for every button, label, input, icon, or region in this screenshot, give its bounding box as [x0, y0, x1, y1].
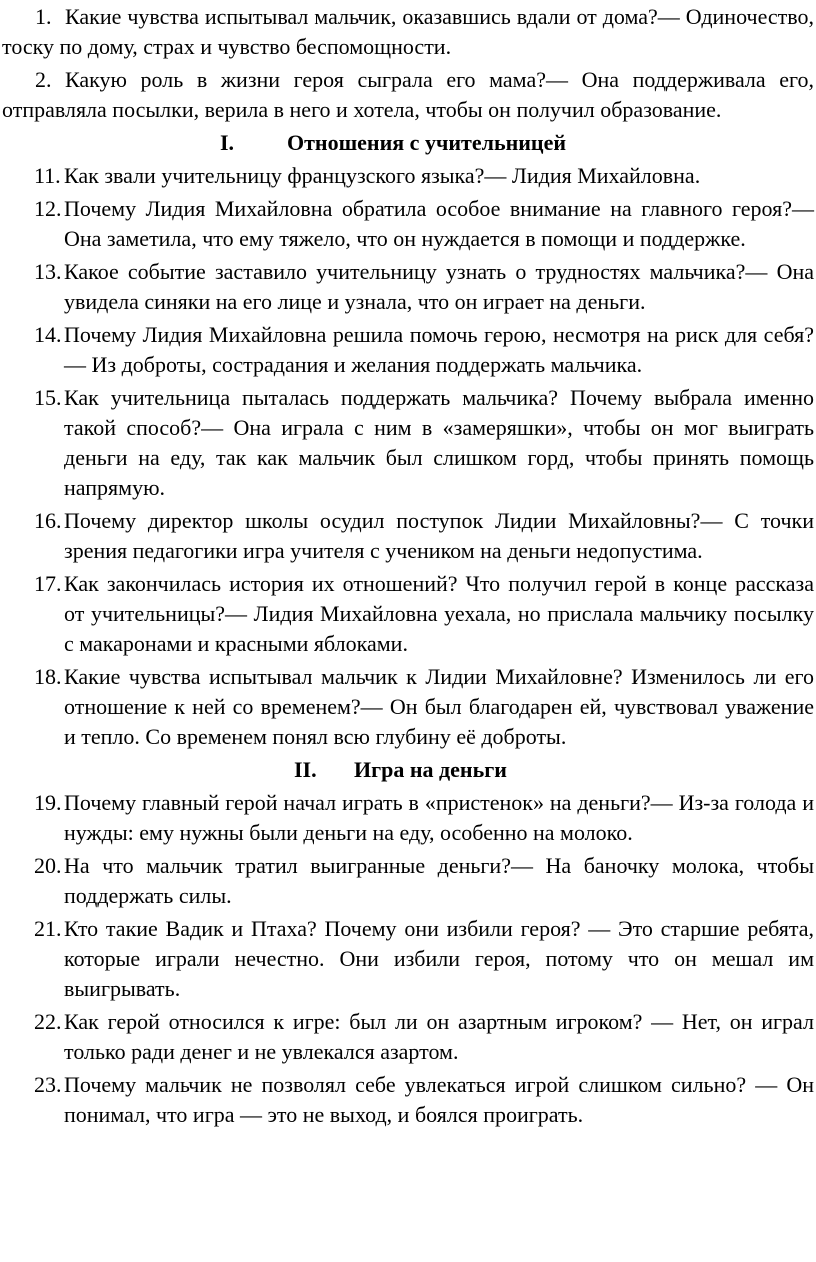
question-number: 22.	[34, 1009, 62, 1034]
question-text: Почему Лидия Михайловна обратила особое внимание на главного героя?— Она заметила, что ему тяжело, что он нуждается в помощи и поддержке.	[64, 196, 814, 251]
question-number: 2.	[35, 67, 52, 92]
question-number: 16.	[34, 508, 62, 533]
section-heading-2	[2, 755, 814, 788]
question-item	[2, 194, 814, 254]
question-text: На что мальчик тратил выигранные деньги?— На баночку молока, чтобы поддержать силы.	[64, 853, 814, 908]
question-text: Почему директор школы осудил поступок Лидии Михайловны?— С точки зрения педагогики игра учителя с учеником на деньги недопустима.	[64, 508, 814, 563]
question-number: 23.	[34, 1072, 62, 1097]
question-item	[2, 1007, 814, 1067]
question-text: Почему Лидия Михайловна решила помочь герою, несмотря на риск для себя?— Из доброты, сострадания и желания поддержать мальчика.	[64, 322, 814, 377]
question-number: 18.	[34, 664, 62, 689]
question-number: 19.	[34, 790, 62, 815]
question-number: 14.	[34, 322, 62, 347]
question-text: Какие чувства испытывал мальчик, оказавшись вдали от дома?— Одиночество, тоску по дому, страх и чувство беспомощности.	[2, 4, 814, 59]
question-number: 20.	[34, 853, 62, 878]
question-item	[2, 161, 814, 191]
question-item	[2, 851, 814, 911]
intro-question-2	[2, 65, 814, 125]
question-number: 1.	[35, 4, 52, 29]
question-text: Как учительница пыталась поддержать мальчика? Почему выбрала именно такой способ?— Она играла с ним в «замеряшки», чтобы он мог выиграть деньги на еду, так как мальчик был слишком горд, чтобы принять помощь напрямую.	[64, 385, 814, 500]
question-text: Какие чувства испытывал мальчик к Лидии Михайловне? Изменилось ли его отношение к ней со временем?— Он был благодарен ей, чувствовал уважение и тепло. Со временем понял всю глубину её доброты.	[64, 664, 814, 749]
question-text: Какое событие заставило учительницу узнать о трудностях мальчика?— Она увидела синяки на его лице и узнала, что он играет на деньги.	[64, 259, 814, 314]
question-number: 17.	[34, 571, 62, 596]
question-text: Какую роль в жизни героя сыграла его мама?— Она поддерживала его, отправляла посылки, верила в него и хотела, чтобы он получил образование.	[2, 67, 814, 122]
question-item	[2, 383, 814, 503]
question-number: 11.	[34, 163, 61, 188]
question-item	[2, 257, 814, 317]
intro-question-1	[2, 2, 814, 62]
question-number: 15.	[34, 385, 62, 410]
question-item	[2, 506, 814, 566]
question-number: 13.	[34, 259, 62, 284]
question-item	[2, 320, 814, 380]
question-item	[2, 788, 814, 848]
section-title: Отношения с учительницей	[287, 130, 567, 155]
question-text: Как герой относился к игре: был ли он азартным игроком? — Нет, он играл только ради денег и не увлекался азартом.	[64, 1009, 814, 1064]
question-text: Как закончилась история их отношений? Что получил герой в конце рассказа от учительницы?— Лидия Михайловна уехала, но прислала мальчику посылку с макаронами и красными яблоками.	[64, 571, 814, 656]
question-number: 12.	[34, 196, 62, 221]
question-text: Почему главный герой начал играть в «пристенок» на деньги?— Из-за голода и нужды: ему нужны были деньги на еду, особенно на молоко.	[64, 790, 814, 845]
question-text: Как звали учительницу французского языка?— Лидия Михайловна.	[64, 163, 701, 188]
question-text: Почему мальчик не позволял себе увлекаться игрой слишком сильно? — Он понимал, что игра — это не выход, и боялся проиграть.	[64, 1072, 814, 1127]
section-roman-numeral: I.	[220, 130, 235, 155]
question-text: Кто такие Вадик и Птаха? Почему они избили героя? — Это старшие ребята, которые играли нечестно. Они избили героя, потому что он мешал им выигрывать.	[64, 916, 814, 1001]
question-item	[2, 1070, 814, 1130]
section-heading-1	[2, 128, 814, 161]
question-item	[2, 662, 814, 752]
section-title: Игра на деньги	[354, 757, 507, 782]
question-number: 21.	[34, 916, 62, 941]
question-item	[2, 914, 814, 1004]
question-item	[2, 569, 814, 659]
section-roman-numeral: II.	[294, 757, 317, 782]
